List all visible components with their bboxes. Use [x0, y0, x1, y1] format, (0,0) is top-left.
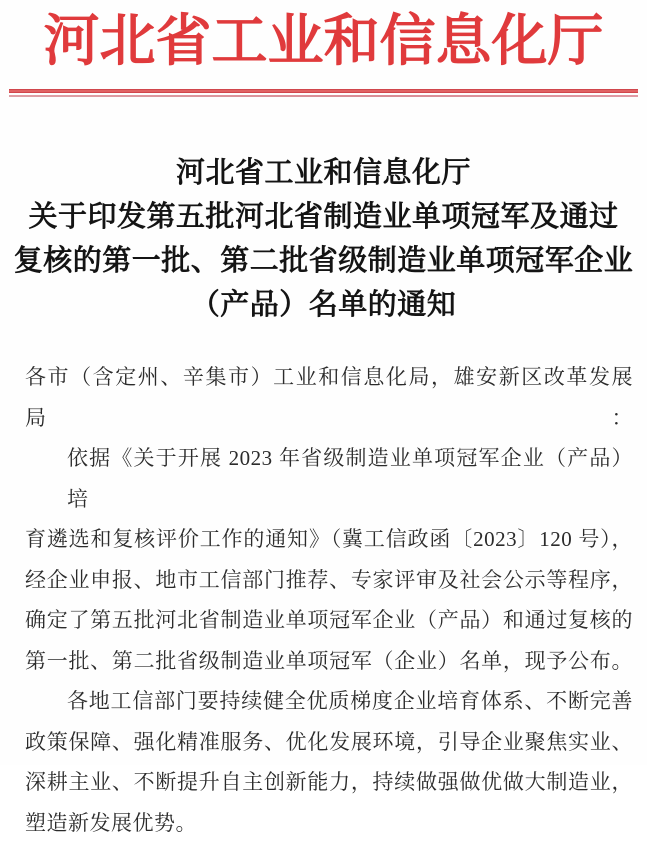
- body-line: 政策保障、强化精准服务、优化发展环境，引导企业聚焦实业、: [25, 722, 633, 763]
- title-line: 河北省工业和信息化厅: [10, 151, 637, 195]
- body-line: 深耕主业、不断提升自主创新能力，持续做强做优做大制造业，: [25, 762, 633, 803]
- title-line: （产品）名单的通知: [10, 283, 637, 327]
- body-line: 经企业申报、地市工信部门推荐、专家评审及社会公示等程序，: [25, 560, 633, 601]
- letterhead-divider: [9, 89, 638, 97]
- letterhead: [0, 0, 647, 97]
- divider-thin-line: [9, 95, 638, 97]
- letterhead-agency-name: 河北省工业和信息化厅: [0, 6, 647, 79]
- title-line: 关于印发第五批河北省制造业单项冠军及通过: [10, 195, 637, 239]
- body-line: 第一批、第二批省级制造业单项冠军（企业）名单，现予公布。: [25, 641, 633, 682]
- document-body: [0, 357, 647, 843]
- body-line: 确定了第五批河北省制造业单项冠军企业（产品）和通过复核的: [25, 600, 633, 641]
- body-line: 各地工信部门要持续健全优质梯度企业培育体系、不断完善: [25, 681, 633, 722]
- document-title: [10, 151, 637, 327]
- salutation-line: 各市（含定州、辛集市）工业和信息化局，雄安新区改革发展局：: [25, 357, 633, 438]
- body-line: 育遴选和复核评价工作的通知》（冀工信政函〔2023〕120 号），: [25, 519, 633, 560]
- body-line: 塑造新发展优势。: [25, 803, 633, 843]
- body-line: 依据《关于开展 2023 年省级制造业单项冠军企业（产品）培: [25, 438, 633, 519]
- title-line: 复核的第一批、第二批省级制造业单项冠军企业: [10, 239, 637, 283]
